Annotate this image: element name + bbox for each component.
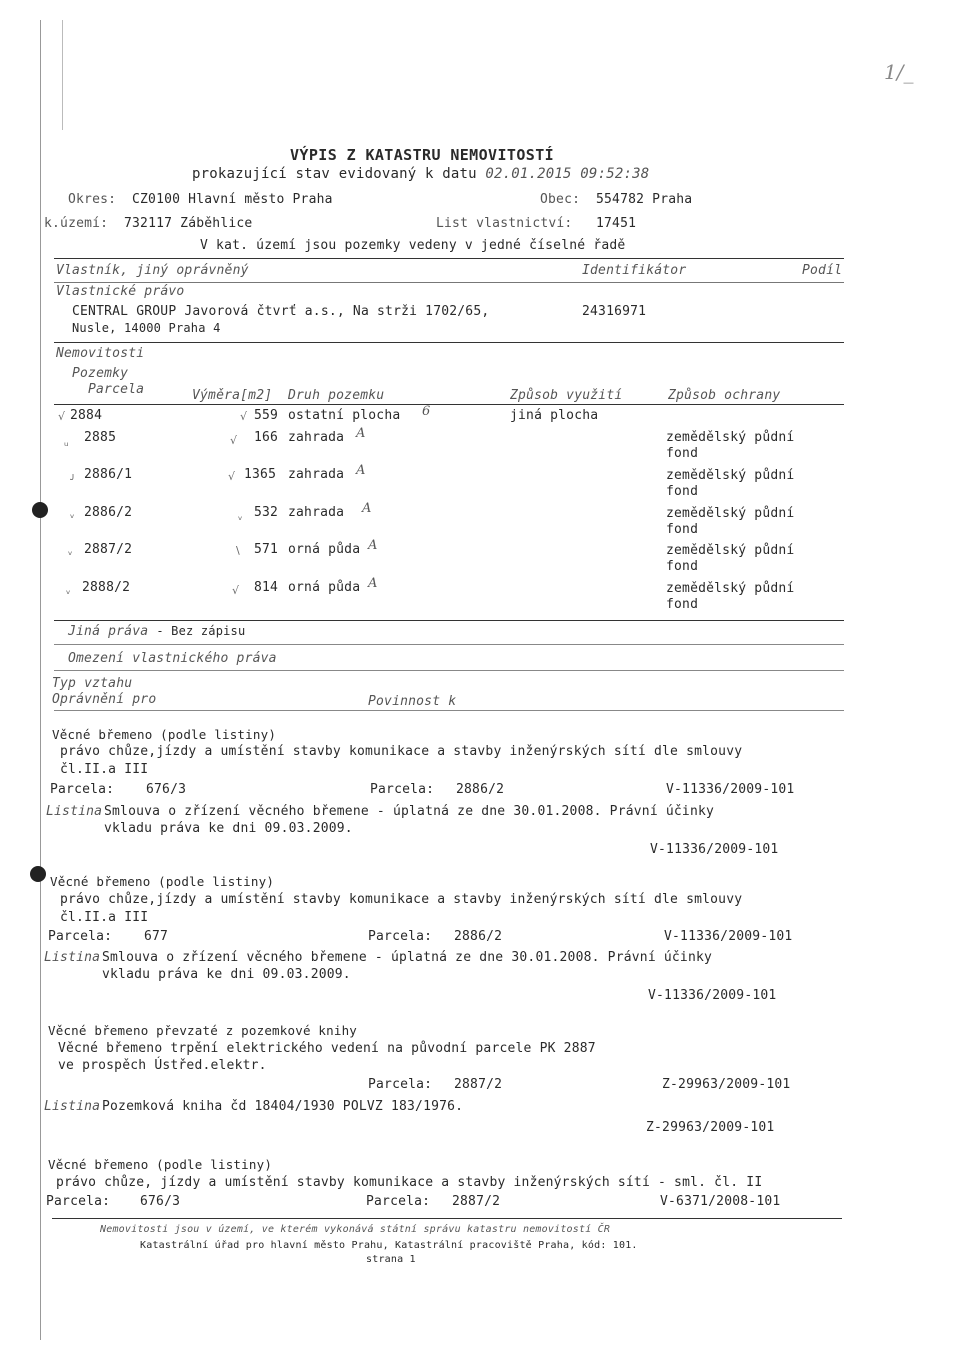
check-mark: √ xyxy=(58,410,66,423)
punch-hole-bottom xyxy=(30,866,46,882)
lv-value: 17451 xyxy=(596,216,637,231)
check-mark: ᵥ xyxy=(68,545,73,558)
row-parcela: 2886/2 xyxy=(84,505,133,520)
row-parcela: 2884 xyxy=(70,408,103,423)
row-handwritten-note: A xyxy=(368,538,378,553)
rule-property-header xyxy=(54,404,844,405)
check-mark: ᵥ xyxy=(66,584,71,597)
okres-label: Okres: xyxy=(68,192,117,207)
entry-head: Věcné břemeno převzaté z pozemkové knihy xyxy=(48,1023,358,1038)
row-handwritten-note: A xyxy=(362,501,372,516)
rule-footer xyxy=(52,1218,842,1219)
rule-omezeni-bottom xyxy=(54,710,844,711)
row-ochrana-1: zemědělský půdní xyxy=(666,543,795,558)
row-ochrana-1: zemědělský půdní xyxy=(666,468,795,483)
kat-note: V kat. území jsou pozemky vedeny v jedné číselné řadě xyxy=(200,238,626,253)
entry-parcel2-label: Parcela: xyxy=(368,1077,433,1092)
row-handwritten-note: A xyxy=(368,576,378,591)
check-mark: ᵤ xyxy=(64,436,69,449)
subtitle-date: 02.01.2015 09:52:38 xyxy=(485,166,650,182)
uzemi-value: 732117 Záběhlice xyxy=(124,216,253,231)
row-ochrana-2: fond xyxy=(666,522,699,537)
check-mark: √ xyxy=(228,470,236,483)
row-druh: zahrada xyxy=(288,467,345,482)
entry-ref-2: Z-29963/2009-101 xyxy=(646,1120,775,1135)
footer-page-number: strana 1 xyxy=(366,1254,416,1265)
owner-identifier: 24316971 xyxy=(582,304,647,319)
entry-parcel2-label: Parcela: xyxy=(366,1194,431,1209)
entry-parcel2-label: Parcela: xyxy=(370,782,435,797)
row-ochrana-1: zemědělský půdní xyxy=(666,506,795,521)
entry-parcel2-value: 2887/2 xyxy=(454,1077,503,1092)
entry-parcel-value: 676/3 xyxy=(146,782,187,797)
left-margin-line-2 xyxy=(62,20,63,130)
check-mark: √ xyxy=(232,584,240,597)
omezeni-col-povinnost: Povinnost k xyxy=(368,694,457,709)
lv-label: List vlastnictví: xyxy=(436,216,573,231)
row-handwritten-note: A xyxy=(356,426,366,441)
entry-listina-2: vkladu práva ke dni 09.03.2009. xyxy=(104,821,353,836)
row-handwritten-note: 6 xyxy=(422,404,431,419)
owner-address: Nusle, 14000 Praha 4 xyxy=(72,321,221,335)
page-handwritten-mark: 1/_ xyxy=(884,60,914,84)
row-parcela: 2885 xyxy=(84,430,117,445)
row-druh: zahrada xyxy=(288,430,345,445)
omezeni-col-typ: Typ vztahu xyxy=(52,676,133,691)
property-subsection-title: Pozemky xyxy=(72,366,129,381)
entry-head: Věcné břemeno (podle listiny) xyxy=(52,727,277,742)
entry-listina-label: Listina xyxy=(46,804,103,819)
row-ochrana-1: zemědělský půdní xyxy=(666,430,795,445)
row-ochrana-2: fond xyxy=(666,597,699,612)
okres-value: CZ0100 Hlavní město Praha xyxy=(132,192,333,207)
entry-parcel-value: 677 xyxy=(144,929,169,944)
row-druh: ostatní plocha xyxy=(288,408,401,423)
check-mark: ᵥ xyxy=(70,508,75,521)
entry-listina-2: vkladu práva ke dni 09.03.2009. xyxy=(102,967,351,982)
entry-head: Věcné břemeno (podle listiny) xyxy=(50,874,275,889)
entry-ref-2: V-11336/2009-101 xyxy=(648,988,777,1003)
col-vyuziti: Způsob využití xyxy=(510,388,623,403)
entry-ref: Z-29963/2009-101 xyxy=(662,1077,791,1092)
owner-column-header: Vlastník, jiný oprávněný xyxy=(56,263,249,278)
entry-listina-label: Listina xyxy=(44,1099,101,1114)
entry-listina: Smlouva o zřízení věcného břemene - úplatná ze dne 30.01.2008. Právní účinky xyxy=(104,804,715,819)
rule-owners-top xyxy=(54,258,844,259)
entry-parcel-value: 676/3 xyxy=(140,1194,181,1209)
omezeni-label: Omezení vlastnického práva xyxy=(68,651,277,666)
row-parcela: 2887/2 xyxy=(84,542,133,557)
check-mark: √ xyxy=(230,434,238,447)
entry-listina: Pozemková kniha čd 18404/1930 POLVZ 183/1976. xyxy=(102,1099,464,1114)
entry-parcel2-label: Parcela: xyxy=(368,929,433,944)
entry-line-1: právo chůze, jízdy a umístění stavby komunikace a stavby inženýrských sítí - sml. čl. II xyxy=(56,1175,763,1190)
jina-prava xyxy=(68,624,245,639)
row-druh: orná půda xyxy=(288,580,361,595)
entry-head: Věcné břemeno (podle listiny) xyxy=(48,1157,273,1172)
row-druh: orná půda xyxy=(288,542,361,557)
rule-omezeni xyxy=(54,644,844,645)
check-mark: ᵥ xyxy=(238,510,243,523)
entry-parcel2-value: 2887/2 xyxy=(452,1194,501,1209)
entry-line-2: ve prospěch Ústřed.elektr. xyxy=(58,1058,267,1073)
entry-parcel-label: Parcela: xyxy=(48,929,113,944)
owner-name: CENTRAL GROUP Javorová čtvrť a.s., Na strži 1702/65, xyxy=(72,304,490,319)
jina-prava-label: Jiná práva xyxy=(68,624,149,639)
check-mark: ᴊ xyxy=(70,470,75,483)
rule-jina-prava xyxy=(54,620,844,621)
entry-ref-2: V-11336/2009-101 xyxy=(650,842,779,857)
row-vymera: 571 xyxy=(254,542,279,557)
col-vymera: Výměra[m2] xyxy=(192,388,273,403)
subtitle-prefix: prokazující stav evidovaný k datu xyxy=(192,166,477,182)
omezeni-col-opravneni: Oprávnění pro xyxy=(52,692,157,707)
share-column-header: Podíl xyxy=(802,263,843,278)
check-mark: \ xyxy=(236,544,240,557)
entry-parcel2-value: 2886/2 xyxy=(454,929,503,944)
row-vymera: 532 xyxy=(254,505,279,520)
entry-parcel-label: Parcela: xyxy=(46,1194,111,1209)
row-vymera: 166 xyxy=(254,430,279,445)
row-parcela: 2886/1 xyxy=(84,467,133,482)
uzemi-label: k.území: xyxy=(44,216,109,231)
row-ochrana-1: zemědělský půdní xyxy=(666,581,795,596)
row-parcela: 2888/2 xyxy=(82,580,131,595)
footer-line-1: Nemovitosti jsou v území, ve kterém vykonává státní správu katastru nemovitostí ČR xyxy=(100,1224,611,1235)
row-ochrana-2: fond xyxy=(666,446,699,461)
row-ochrana-2: fond xyxy=(666,559,699,574)
entry-parcel-label: Parcela: xyxy=(50,782,115,797)
property-section-title: Nemovitosti xyxy=(56,346,145,361)
entry-line-1: Věcné břemeno trpění elektrického vedení na původní parcele PK 2887 xyxy=(58,1041,596,1056)
left-margin-line xyxy=(40,20,41,1340)
entry-listina: Smlouva o zřízení věcného břemene - úplatná ze dne 30.01.2008. Právní účinky xyxy=(102,950,713,965)
punch-hole-top xyxy=(32,502,48,518)
identifier-column-header: Identifikátor xyxy=(582,263,687,278)
obec-value: 554782 Praha xyxy=(596,192,693,207)
right-type: Vlastnické právo xyxy=(56,284,185,299)
rule-omezeni-header xyxy=(54,670,844,671)
obec-label: Obec: xyxy=(540,192,581,207)
footer-line-2: Katastrální úřad pro hlavní město Prahu, Katastrální pracoviště Praha, kód: 101. xyxy=(140,1240,638,1251)
document-subtitle xyxy=(192,166,649,182)
entry-ref: V-11336/2009-101 xyxy=(666,782,795,797)
col-parcela: Parcela xyxy=(88,382,145,397)
jina-prava-value: - Bez zápisu xyxy=(156,624,246,638)
col-druh: Druh pozemku xyxy=(288,388,385,403)
row-ochrana-2: fond xyxy=(666,484,699,499)
row-vymera: 559 xyxy=(254,408,279,423)
entry-ref: V-11336/2009-101 xyxy=(664,929,793,944)
entry-ref: V-6371/2008-101 xyxy=(660,1194,781,1209)
check-mark: √ xyxy=(240,410,248,423)
col-ochrana: Způsob ochrany xyxy=(668,388,781,403)
row-vyuziti: jiná plocha xyxy=(510,408,599,423)
row-druh: zahrada xyxy=(288,505,345,520)
entry-line-1: právo chůze,jízdy a umístění stavby komunikace a stavby inženýrských sítí dle smlouvy xyxy=(60,744,743,759)
entry-listina-label: Listina xyxy=(44,950,101,965)
row-vymera: 814 xyxy=(254,580,279,595)
row-vymera: 1365 xyxy=(244,467,277,482)
row-handwritten-note: A xyxy=(356,463,366,478)
entry-line-2: čl.II.a III xyxy=(60,910,149,925)
entry-line-1: právo chůze,jízdy a umístění stavby komunikace a stavby inženýrských sítí dle smlouvy xyxy=(60,892,743,907)
rule-property-top xyxy=(54,342,844,343)
entry-line-2: čl.II.a III xyxy=(60,762,149,777)
document-title: VÝPIS Z KATASTRU NEMOVITOSTÍ xyxy=(290,146,555,164)
entry-parcel2-value: 2886/2 xyxy=(456,782,505,797)
rule-owners-header xyxy=(54,282,844,283)
